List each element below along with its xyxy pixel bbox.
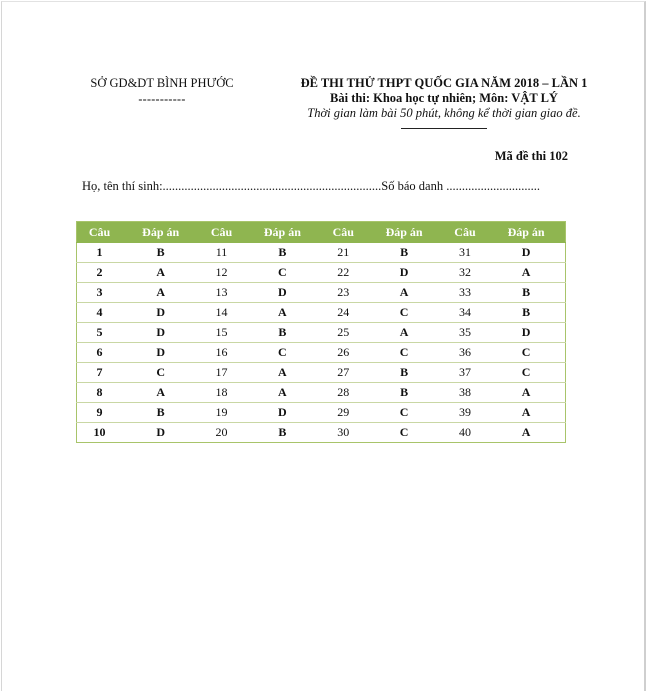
answer-letter: D (122, 323, 199, 343)
question-number: 37 (443, 363, 488, 383)
question-number: 23 (321, 283, 366, 303)
exam-title: ĐỀ THI THỬ THPT QUỐC GIA NĂM 2018 – LẦN 1 (300, 76, 588, 90)
answer-letter: D (244, 403, 321, 423)
answer-letter: A (487, 263, 565, 283)
answer-letter: D (122, 303, 199, 323)
question-number: 29 (321, 403, 366, 423)
question-number: 15 (199, 323, 244, 343)
table-row (77, 303, 566, 323)
table-row (77, 363, 566, 383)
question-number: 22 (321, 263, 366, 283)
answer-letter: A (487, 403, 565, 423)
question-number: 12 (199, 263, 244, 283)
exam-code: Mã đề thi 102 (494, 149, 568, 163)
table-row (77, 243, 566, 263)
question-number: 1 (77, 243, 123, 263)
answer-letter: C (122, 363, 199, 383)
answer-letter: A (244, 303, 321, 323)
question-number: 40 (443, 423, 488, 443)
answer-letter: A (122, 283, 199, 303)
question-number: 31 (443, 243, 488, 263)
question-number: 4 (77, 303, 123, 323)
answer-letter: B (244, 323, 321, 343)
answer-letter: C (366, 403, 443, 423)
answer-letter: C (366, 423, 443, 443)
table-row (77, 263, 566, 283)
exam-page (1, 1, 646, 691)
answer-letter: A (122, 383, 199, 403)
question-number: 34 (443, 303, 488, 323)
answer-letter: A (487, 383, 565, 403)
question-number: 32 (443, 263, 488, 283)
answer-letter: D (122, 343, 199, 363)
question-number: 6 (77, 343, 123, 363)
table-row (77, 343, 566, 363)
candidate-info-line: Họ, tên thí sinh:......................................................................Số báo danh .............................. (82, 179, 540, 193)
header-cau: Câu (77, 222, 123, 243)
question-number: 13 (199, 283, 244, 303)
table-row (77, 283, 566, 303)
table-row (77, 323, 566, 343)
answer-letter: A (487, 423, 565, 443)
answer-letter: B (244, 423, 321, 443)
question-number: 20 (199, 423, 244, 443)
header-dap-an: Đáp án (366, 222, 443, 243)
exam-title-block (294, 76, 594, 129)
table-row (77, 383, 566, 403)
answer-letter: C (244, 263, 321, 283)
question-number: 10 (77, 423, 123, 443)
answer-letter: C (366, 343, 443, 363)
answer-letter: D (244, 283, 321, 303)
question-number: 26 (321, 343, 366, 363)
answer-letter: B (366, 383, 443, 403)
header-cau: Câu (199, 222, 244, 243)
table-row (77, 423, 566, 443)
answer-letter: B (244, 243, 321, 263)
question-number: 9 (77, 403, 123, 423)
header-dap-an: Đáp án (122, 222, 199, 243)
question-number: 19 (199, 403, 244, 423)
table-header-row (77, 222, 566, 243)
question-number: 25 (321, 323, 366, 343)
question-number: 35 (443, 323, 488, 343)
answer-letter: D (487, 243, 565, 263)
answer-letter: B (122, 403, 199, 423)
answer-letter: B (366, 363, 443, 383)
question-number: 3 (77, 283, 123, 303)
department-name: SỞ GD&DT BÌNH PHƯỚC (90, 76, 234, 90)
answer-letter: B (487, 303, 565, 323)
question-number: 30 (321, 423, 366, 443)
question-number: 8 (77, 383, 123, 403)
table-row (77, 403, 566, 423)
header-dap-an: Đáp án (244, 222, 321, 243)
question-number: 33 (443, 283, 488, 303)
answer-letter: B (122, 243, 199, 263)
question-number: 39 (443, 403, 488, 423)
question-number: 18 (199, 383, 244, 403)
answer-letter: C (487, 343, 565, 363)
answer-letter: D (366, 263, 443, 283)
question-number: 36 (443, 343, 488, 363)
question-number: 2 (77, 263, 123, 283)
answer-letter: A (122, 263, 199, 283)
department-dashes: ----------- (138, 92, 186, 106)
answer-letter: A (244, 383, 321, 403)
answer-key-table (76, 221, 566, 443)
header-cau: Câu (443, 222, 488, 243)
question-number: 7 (77, 363, 123, 383)
question-number: 21 (321, 243, 366, 263)
header-cau: Câu (321, 222, 366, 243)
exam-subject: Bài thi: Khoa học tự nhiên; Môn: VẬT LÝ (330, 91, 558, 105)
question-number: 28 (321, 383, 366, 403)
answer-letter: D (122, 423, 199, 443)
question-number: 16 (199, 343, 244, 363)
answer-letter: C (366, 303, 443, 323)
exam-duration: Thời gian làm bài 50 phút, không kể thời gian giao đề. (307, 106, 581, 120)
answer-letter: A (366, 323, 443, 343)
answer-letter: C (244, 343, 321, 363)
question-number: 14 (199, 303, 244, 323)
answer-letter: A (366, 283, 443, 303)
answer-letter: C (487, 363, 565, 383)
answer-letter: B (366, 243, 443, 263)
question-number: 27 (321, 363, 366, 383)
answer-letter: D (487, 323, 565, 343)
title-divider (401, 128, 487, 129)
question-number: 24 (321, 303, 366, 323)
question-number: 11 (199, 243, 244, 263)
answer-letter: A (244, 363, 321, 383)
header-dap-an: Đáp án (487, 222, 565, 243)
question-number: 17 (199, 363, 244, 383)
answer-letter: B (487, 283, 565, 303)
department-block (72, 76, 252, 107)
question-number: 38 (443, 383, 488, 403)
question-number: 5 (77, 323, 123, 343)
